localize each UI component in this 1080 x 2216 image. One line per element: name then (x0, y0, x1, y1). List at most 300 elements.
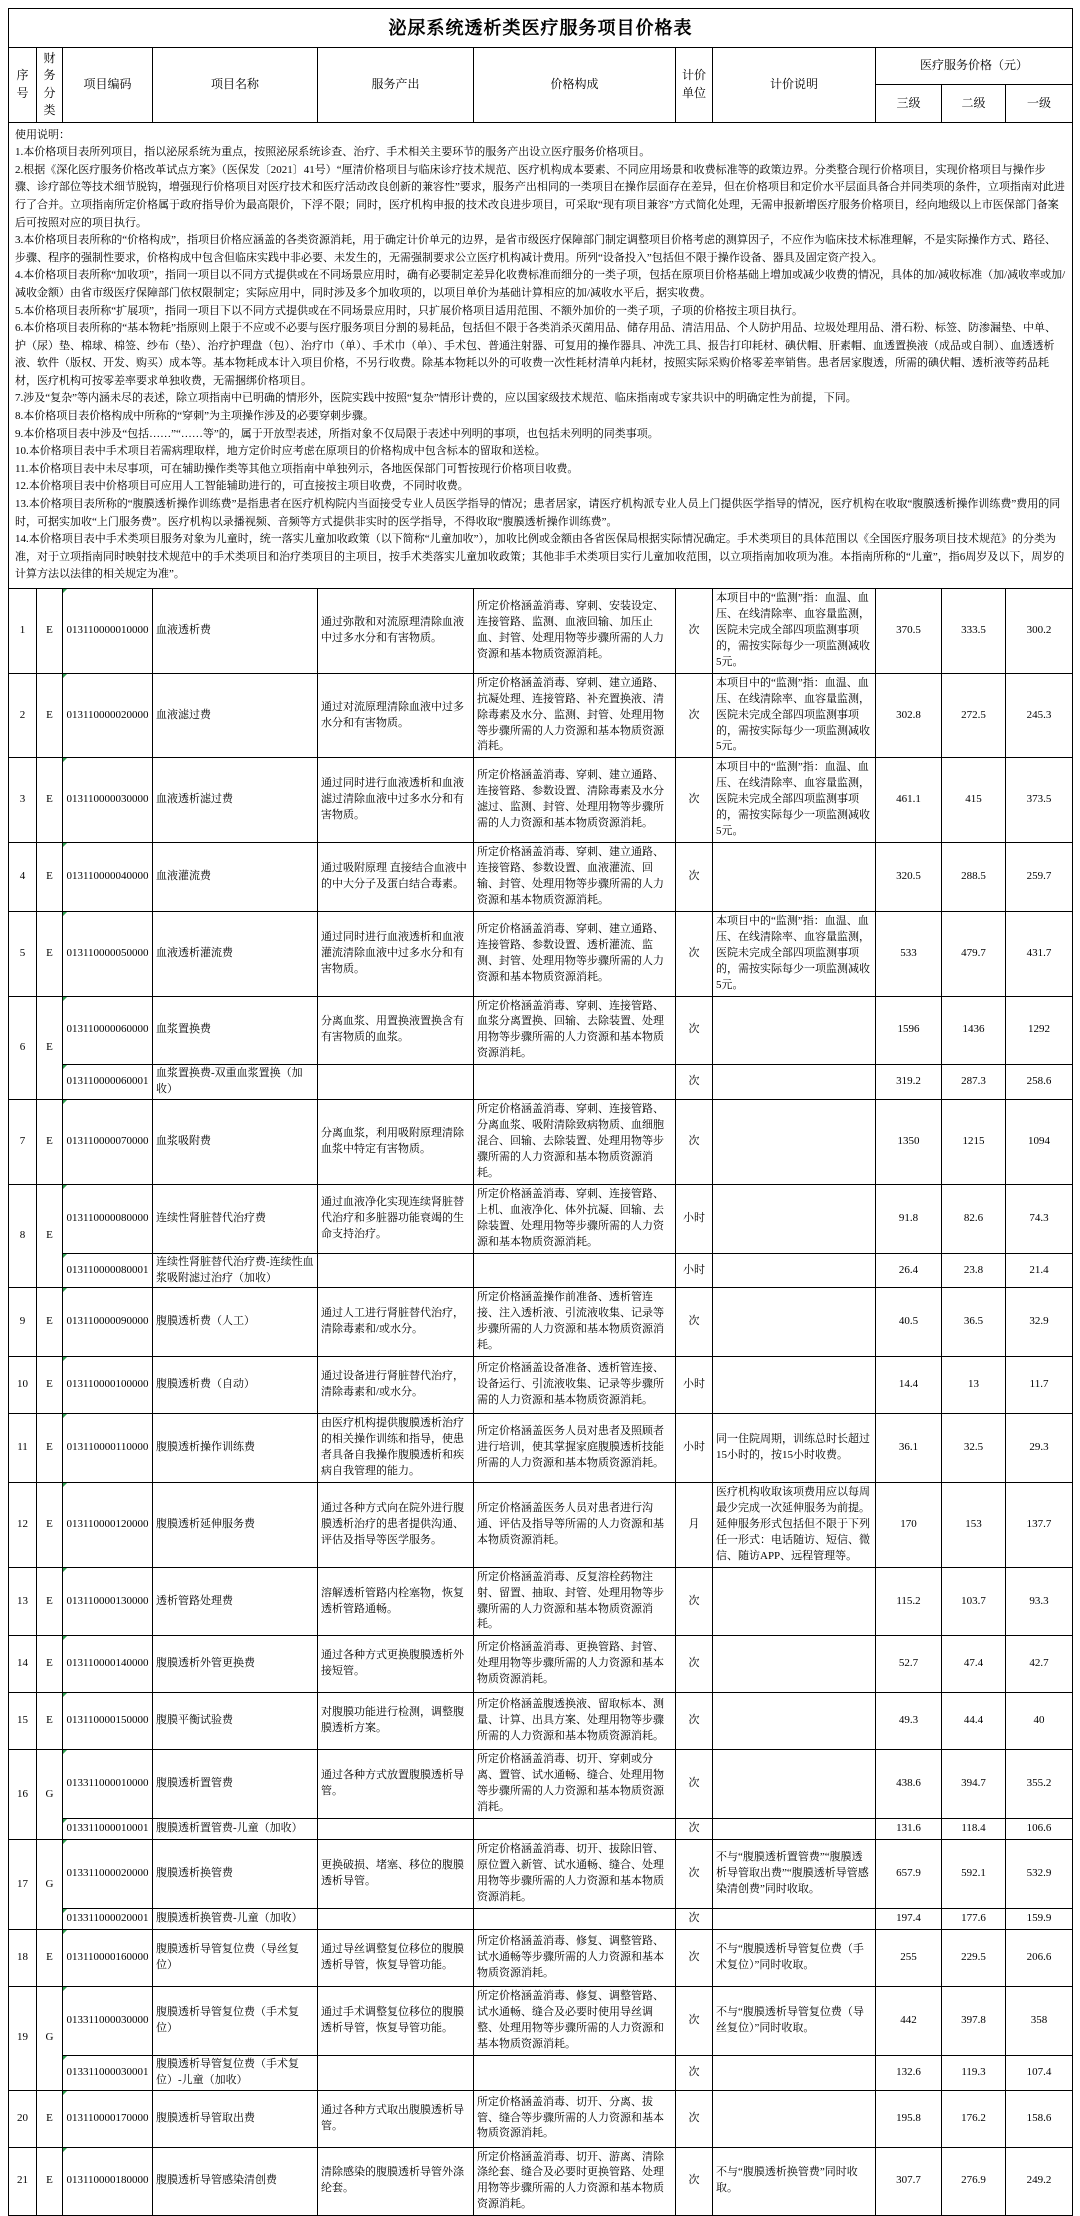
cell-unit: 次 (676, 589, 713, 674)
cell-seq: 4 (9, 843, 37, 912)
cell-seq: 16 (9, 1750, 37, 1840)
cell-price-l3: 14.4 (876, 1357, 942, 1414)
col-header-name: 项目名称 (153, 48, 318, 123)
table-row (9, 1929, 1073, 1986)
cell-pricing-note (713, 1750, 876, 1819)
usage-note-item: 4.本价格项目表所称“加收项”，指同一项目以不同方式提供或在不同场景应用时，确有必要制定差异化收费标准而细分的一类子项，包括在原项目价格基础上增加或减少收费的情况，具体的加/减收标准（加/减收率或加/减收金额）由省市级医疗保障部门依权限制定；实际应用中，同时涉及多个加收项的，以项目单价为基础计算相应的加/减收水平后，据实收费。 (15, 269, 1066, 299)
cell-output: 通过人工进行肾脏替代治疗，清除毒素和/或水分。 (318, 1288, 474, 1357)
cell-seq: 5 (9, 911, 37, 996)
cell-fin-class: E (37, 1929, 63, 1986)
cell-seq: 20 (9, 2090, 37, 2147)
cell-price-l3: 307.7 (876, 2147, 942, 2216)
cell-unit: 次 (676, 673, 713, 758)
cell-fin-class: E (37, 996, 63, 1100)
cell-composition: 所定价格涵盖消毒、穿刺、连接管路、血浆分离置换、回输、去除装置、处理用物等步骤所需的人力资源和基本物质资源消耗。 (474, 996, 676, 1065)
cell-unit: 次 (676, 1567, 713, 1636)
table-row (9, 1357, 1073, 1414)
cell-code: 013110000070000 (63, 1100, 153, 1185)
cell-sub-composition (474, 1819, 676, 1840)
cell-pricing-note (713, 1357, 876, 1414)
cell-price-l2: 47.4 (942, 1636, 1006, 1693)
cell-price-l3: 40.5 (876, 1288, 942, 1357)
cell-price-l3: 1350 (876, 1100, 942, 1185)
cell-unit: 次 (676, 1693, 713, 1750)
cell-output: 对腹膜功能进行检测，调整腹膜透析方案。 (318, 1693, 474, 1750)
cell-sub-name: 腹膜透析换管费-儿童（加收） (153, 1908, 318, 1929)
cell-price-l3: 657.9 (876, 1840, 942, 1909)
cell-price-l1: 29.3 (1006, 1414, 1073, 1483)
cell-name: 血液滤过费 (153, 673, 318, 758)
cell-code: 013110000110000 (63, 1414, 153, 1483)
cell-price-l1: 11.7 (1006, 1357, 1073, 1414)
cell-price-l3: 170 (876, 1482, 942, 1567)
cell-fin-class: E (37, 673, 63, 758)
cell-composition: 所定价格涵盖消毒、穿刺、建立通路、抗凝处理、连接管路、补充置换液、清除毒素及水分、监测、封管、处理用物等步骤所需的人力资源和基本物质资源消耗。 (474, 673, 676, 758)
cell-price-l1: 42.7 (1006, 1636, 1073, 1693)
cell-seq: 17 (9, 1840, 37, 1930)
cell-sub-price-l2: 118.4 (942, 1819, 1006, 1840)
cell-price-l1: 358 (1006, 1986, 1073, 2055)
cell-price-l3: 49.3 (876, 1693, 942, 1750)
cell-name: 血浆置换费 (153, 996, 318, 1065)
cell-output: 通过同时进行血液透析和血液灌流清除血液中过多水分和有害物质。 (318, 911, 474, 996)
table-row (9, 1414, 1073, 1483)
cell-pricing-note (713, 1567, 876, 1636)
cell-price-l2: 394.7 (942, 1750, 1006, 1819)
cell-price-l3: 52.7 (876, 1636, 942, 1693)
cell-price-l2: 229.5 (942, 1929, 1006, 1986)
cell-sub-unit: 次 (676, 1819, 713, 1840)
cell-unit: 次 (676, 758, 713, 843)
cell-output: 由医疗机构提供腹膜透析治疗的相关操作训练和指导，使患者具备自我操作腹膜透析和疾病自我管理的能力。 (318, 1414, 474, 1483)
cell-seq: 7 (9, 1100, 37, 1185)
cell-composition: 所定价格涵盖消毒、更换管路、封管、处理用物等步骤所需的人力资源和基本物质资源消耗。 (474, 1636, 676, 1693)
cell-sub-name: 连续性肾脏替代治疗费-连续性血浆吸附滤过治疗（加收） (153, 1253, 318, 1288)
cell-price-l1: 259.7 (1006, 843, 1073, 912)
cell-fin-class: E (37, 1100, 63, 1185)
usage-note-item: 1.本价格项目表所列项目，指以泌尿系统为重点，按照泌尿系统诊查、治疗、手术相关主要环节的服务产出设立医疗服务价格项目。 (15, 146, 651, 159)
cell-seq: 19 (9, 1986, 37, 2090)
cell-price-l2: 288.5 (942, 843, 1006, 912)
cell-unit: 小时 (676, 1414, 713, 1483)
cell-code: 013110000130000 (63, 1567, 153, 1636)
cell-name: 连续性肾脏替代治疗费 (153, 1184, 318, 1253)
cell-sub-name: 腹膜透析导管复位费（手术复位）-儿童（加收） (153, 2055, 318, 2090)
cell-name: 腹膜透析外管更换费 (153, 1636, 318, 1693)
cell-price-l3: 91.8 (876, 1184, 942, 1253)
cell-sub-price-l1: 159.9 (1006, 1908, 1073, 1929)
cell-seq: 18 (9, 1929, 37, 1986)
cell-code: 013110000060000 (63, 996, 153, 1065)
col-header-code: 项目编码 (63, 48, 153, 123)
cell-sub-price-l2: 119.3 (942, 2055, 1006, 2090)
cell-price-l2: 397.8 (942, 1986, 1006, 2055)
cell-unit: 次 (676, 1288, 713, 1357)
cell-price-l2: 1215 (942, 1100, 1006, 1185)
col-header-unit: 计价单位 (676, 48, 713, 123)
cell-price-l1: 206.6 (1006, 1929, 1073, 1986)
col-header-level2: 二级 (942, 85, 1006, 122)
usage-note-item: 6.本价格项目表所称的“基本物耗”指原则上限于不应或不必要与医疗服务项目分割的易耗品，包括但不限于各类消杀灭菌用品、储存用品、清洁用品、个人防护用品、垃圾处理用品、滑石粉、标签、防渗漏垫、中单、护（尿）垫、棉球、棉签、纱布（垫）、治疗护理盘（包）、治疗巾（单）、手术巾（单）、手术包、普通注射器、可复用的操作器具、冲洗工具、报告打印耗材、碘伏帽、肝素帽、血透置换液（成品或自制）、血透透析液、软件（版权、开发、购买）成本等。基本物耗成本计入项目价格，不另行收费。除基本物耗以外的可收费一次性耗材清单内耗材，按照实际采购价格零差率销售。患者居家腹透，所需的碘伏帽、透析液等药品耗材，医疗机构可按零差率要求单独收费，无需捆绑价格项目。 (15, 322, 1057, 387)
usage-note-item: 11.本价格项目表中未尽事项，可在辅助操作类等其他立项指南中单独列示，各地医保部门可暂按现行价格项目收费。 (15, 462, 579, 475)
cell-price-l3: 320.5 (876, 843, 942, 912)
usage-note-item: 12.本价格项目表中价格项目可应用人工智能辅助进行的，可直接按主项目收费，不同时收费。 (15, 480, 469, 493)
table-subrow (9, 1065, 1073, 1100)
cell-composition: 所定价格涵盖消毒、切开、分离、拔管、缝合等步骤所需的人力资源和基本物质资源消耗。 (474, 2090, 676, 2147)
cell-composition: 所定价格涵盖消毒、穿刺、建立通路、连接管路、参数设置、清除毒素及水分滤过、监测、封管、处理用物等步骤所需的人力资源和基本物质资源消耗。 (474, 758, 676, 843)
cell-price-l3: 115.2 (876, 1567, 942, 1636)
cell-composition: 所定价格涵盖消毒、切开、游离、清除涤纶套、缝合及必要时更换管路、处理用物等步骤所需的人力资源和基本物质资源消耗。 (474, 2147, 676, 2216)
cell-price-l1: 93.3 (1006, 1567, 1073, 1636)
cell-sub-pricing-note (713, 1908, 876, 1929)
cell-sub-code: 013311000010001 (63, 1819, 153, 1840)
cell-sub-pricing-note (713, 1253, 876, 1288)
cell-price-l1: 40 (1006, 1693, 1073, 1750)
header-row (9, 48, 1073, 85)
cell-fin-class: E (37, 758, 63, 843)
cell-price-l2: 13 (942, 1357, 1006, 1414)
usage-note-item: 14.本价格项目表中手术类项目服务对象为儿童时，统一落实儿童加收政策（以下简称“儿童加收”），加收比例或金额由各省医保局根据实际情况确定。手术类项目的具体范围以《全国医疗服务项目技术规范》的分类为准，对于立项指南同时映射技术规范中的手术类项目和治疗类项目的主项目，按手术类落实儿童加收政策；其他非手术类项目实行儿童加收范围，以立项指南加收项为准。本指南所称的“儿童”，指6周岁及以下，周岁的计算方法以法律的相关规定为准”。 (15, 533, 1065, 581)
table-row (9, 1288, 1073, 1357)
cell-unit: 小时 (676, 1184, 713, 1253)
table-subrow (9, 1253, 1073, 1288)
cell-price-l2: 272.5 (942, 673, 1006, 758)
table-row (9, 1567, 1073, 1636)
cell-code: 013311000010000 (63, 1750, 153, 1819)
cell-name: 腹膜平衡试验费 (153, 1693, 318, 1750)
usage-notes-heading: 使用说明： (15, 128, 70, 141)
cell-name: 血液透析费 (153, 589, 318, 674)
cell-price-l1: 74.3 (1006, 1184, 1073, 1253)
cell-name: 腹膜透析费（人工） (153, 1288, 318, 1357)
cell-name: 腹膜透析操作训练费 (153, 1414, 318, 1483)
cell-seq: 9 (9, 1288, 37, 1357)
cell-price-l2: 479.7 (942, 911, 1006, 996)
cell-seq: 21 (9, 2147, 37, 2216)
cell-output: 通过各种方式取出腹膜透析导管。 (318, 2090, 474, 2147)
cell-price-l1: 32.9 (1006, 1288, 1073, 1357)
cell-price-l3: 461.1 (876, 758, 942, 843)
cell-sub-name: 血浆置换费-双重血浆置换（加收） (153, 1065, 318, 1100)
cell-output: 清除感染的腹膜透析导管外涤纶套。 (318, 2147, 474, 2216)
cell-price-l3: 370.5 (876, 589, 942, 674)
usage-notes-list (15, 144, 1066, 584)
cell-composition: 所定价格涵盖消毒、穿刺、连接管路、分离血浆、吸附清除致病物质、血细胞混合、回输、去除装置、处理用物等步骤所需的人力资源和基本物质资源消耗。 (474, 1100, 676, 1185)
table-row (9, 2090, 1073, 2147)
cell-pricing-note: 不与“腹膜透析导管复位费（手术复位）”同时收取。 (713, 1929, 876, 1986)
cell-price-l1: 373.5 (1006, 758, 1073, 843)
cell-output: 通过手术调整复位移位的腹膜透析导管，恢复导管功能。 (318, 1986, 474, 2055)
cell-code: 013110000140000 (63, 1636, 153, 1693)
cell-fin-class: E (37, 843, 63, 912)
cell-name: 腹膜透析延伸服务费 (153, 1482, 318, 1567)
cell-output: 通过弥散和对流原理清除血液中过多水分和有害物质。 (318, 589, 474, 674)
table-row (9, 1693, 1073, 1750)
cell-code: 013110000170000 (63, 2090, 153, 2147)
cell-sub-output (318, 1253, 474, 1288)
cell-composition: 所定价格涵盖消毒、修复、调整管路、试水通畅、缝合及必要时使用导丝调整、处理用物等步骤所需的人力资源和基本物质资源消耗。 (474, 1986, 676, 2055)
cell-sub-code: 013110000080001 (63, 1253, 153, 1288)
cell-sub-output (318, 1819, 474, 1840)
cell-price-l2: 415 (942, 758, 1006, 843)
cell-price-l3: 533 (876, 911, 942, 996)
cell-price-l1: 532.9 (1006, 1840, 1073, 1909)
cell-pricing-note (713, 1636, 876, 1693)
page-title: 泌尿系统透析类医疗服务项目价格表 (9, 9, 1073, 48)
cell-price-l1: 158.6 (1006, 2090, 1073, 2147)
cell-fin-class: E (37, 1414, 63, 1483)
cell-price-l3: 255 (876, 1929, 942, 1986)
cell-fin-class: G (37, 1750, 63, 1840)
cell-fin-class: E (37, 589, 63, 674)
table-row (9, 2147, 1073, 2216)
cell-sub-pricing-note (713, 2055, 876, 2090)
cell-sub-code: 013110000060001 (63, 1065, 153, 1100)
cell-output: 通过各种方式更换腹膜透析外接短管。 (318, 1636, 474, 1693)
cell-pricing-note: 不与“腹膜透析导管复位费（导丝复位）”同时收取。 (713, 1986, 876, 2055)
cell-code: 013110000160000 (63, 1929, 153, 1986)
cell-unit: 次 (676, 1636, 713, 1693)
cell-price-l1: 431.7 (1006, 911, 1073, 996)
cell-sub-unit: 次 (676, 1908, 713, 1929)
table-row (9, 589, 1073, 674)
cell-output: 通过各种方式放置腹膜透析导管。 (318, 1750, 474, 1819)
cell-sub-composition (474, 1908, 676, 1929)
cell-composition: 所定价格涵盖消毒、修复、调整管路、试水通畅等步骤所需的人力资源和基本物质资源消耗。 (474, 1929, 676, 1986)
cell-sub-price-l1: 21.4 (1006, 1253, 1073, 1288)
cell-seq: 12 (9, 1482, 37, 1567)
cell-name: 血浆吸附费 (153, 1100, 318, 1185)
cell-name: 腹膜透析导管取出费 (153, 2090, 318, 2147)
cell-pricing-note (713, 1184, 876, 1253)
cell-code: 013110000040000 (63, 843, 153, 912)
cell-pricing-note (713, 1100, 876, 1185)
cell-composition: 所定价格涵盖消毒、穿刺、连接管路、上机、血液净化、体外抗凝、回输、去除装置、处理用物等步骤所需的人力资源和基本物质资源消耗。 (474, 1184, 676, 1253)
table-row (9, 1750, 1073, 1819)
cell-pricing-note (713, 1693, 876, 1750)
cell-composition: 所定价格涵盖消毒、反复溶栓药物注射、留置、抽取、封管、处理用物等步骤所需的人力资源和基本物质资源消耗。 (474, 1567, 676, 1636)
cell-sub-price-l3: 132.6 (876, 2055, 942, 2090)
cell-price-l3: 442 (876, 1986, 942, 2055)
table-row (9, 1100, 1073, 1185)
cell-fin-class: E (37, 1693, 63, 1750)
cell-price-l1: 249.2 (1006, 2147, 1073, 2216)
cell-sub-code: 013311000030001 (63, 2055, 153, 2090)
table-row (9, 1636, 1073, 1693)
cell-code: 013110000010000 (63, 589, 153, 674)
cell-unit: 次 (676, 1750, 713, 1819)
cell-price-l1: 1292 (1006, 996, 1073, 1065)
cell-unit: 次 (676, 996, 713, 1065)
cell-price-l2: 153 (942, 1482, 1006, 1567)
cell-price-l2: 44.4 (942, 1693, 1006, 1750)
cell-composition: 所定价格涵盖医务人员对患者进行沟通、评估及指导等所需的人力资源和基本物质资源消耗。 (474, 1482, 676, 1567)
cell-pricing-note (713, 1288, 876, 1357)
cell-price-l2: 82.6 (942, 1184, 1006, 1253)
cell-sub-price-l2: 177.6 (942, 1908, 1006, 1929)
cell-price-l3: 36.1 (876, 1414, 942, 1483)
cell-unit: 小时 (676, 1357, 713, 1414)
cell-name: 腹膜透析导管复位费（手术复位） (153, 1986, 318, 2055)
cell-code: 013311000030000 (63, 1986, 153, 2055)
table-row (9, 758, 1073, 843)
cell-seq: 13 (9, 1567, 37, 1636)
cell-output: 通过设备进行肾脏替代治疗，清除毒素和/或水分。 (318, 1357, 474, 1414)
cell-price-l2: 103.7 (942, 1567, 1006, 1636)
cell-code: 013110000150000 (63, 1693, 153, 1750)
cell-fin-class: E (37, 1288, 63, 1357)
cell-seq: 11 (9, 1414, 37, 1483)
cell-name: 血液透析滤过费 (153, 758, 318, 843)
cell-fin-class: G (37, 1840, 63, 1930)
cell-sub-composition (474, 1065, 676, 1100)
cell-composition: 所定价格涵盖消毒、切开、拔除旧管、原位置入新管、试水通畅、缝合、处理用物等步骤所需的人力资源和基本物质资源消耗。 (474, 1840, 676, 1909)
cell-name: 血液透析灌流费 (153, 911, 318, 996)
cell-price-l2: 276.9 (942, 2147, 1006, 2216)
cell-pricing-note: 本项目中的“监测”指：血温、血压、在线清除率、血容量监测，医院未完成全部四项监测事项的，需按实际每少一项监测减收5元。 (713, 589, 876, 674)
cell-unit: 次 (676, 911, 713, 996)
cell-price-l1: 300.2 (1006, 589, 1073, 674)
table-row (9, 1986, 1073, 2055)
cell-composition: 所定价格涵盖医务人员对患者及照顾者进行培训，使其掌握家庭腹膜透析技能所需的人力资源和基本物质资源消耗。 (474, 1414, 676, 1483)
cell-price-l1: 137.7 (1006, 1482, 1073, 1567)
cell-sub-name: 腹膜透析置管费-儿童（加收） (153, 1819, 318, 1840)
cell-seq: 10 (9, 1357, 37, 1414)
cell-code: 013110000020000 (63, 673, 153, 758)
cell-name: 腹膜透析换管费 (153, 1840, 318, 1909)
cell-sub-price-l3: 197.4 (876, 1908, 942, 1929)
table-row (9, 996, 1073, 1065)
cell-price-l2: 36.5 (942, 1288, 1006, 1357)
cell-fin-class: E (37, 1184, 63, 1288)
cell-composition: 所定价格涵盖消毒、穿刺、建立通路、连接管路、参数设置、血液灌流、回输、封管、处理用物等步骤所需的人力资源和基本物质资源消耗。 (474, 843, 676, 912)
cell-sub-unit: 次 (676, 1065, 713, 1100)
cell-unit: 次 (676, 1100, 713, 1185)
cell-sub-output (318, 1065, 474, 1100)
usage-note-item: 9.本价格项目表中涉及“包括……”“……等”的，属于开放型表述，所指对象不仅局限于表述中列明的事项，也包括未列明的同类事项。 (15, 427, 659, 440)
usage-note-item: 5.本价格项目表所称“扩展项”，指同一项目下以不同方式提供或在不同场景应用时，只扩展价格项目适用范围、不额外加价的一类子项，子项的价格按主项目执行。 (15, 304, 804, 317)
table-row (9, 911, 1073, 996)
cell-output: 分离血浆、用置换液置换含有有害物质的血浆。 (318, 996, 474, 1065)
table-subrow (9, 2055, 1073, 2090)
usage-note-item: 7.涉及“复杂”等内涵未尽的表述，除立项指南中已明确的情形外，医院实践中按照“复杂”情形计费的，应以国家级技术规范、临床指南或专家共识中的明确定性为前提，下同。 (15, 392, 857, 405)
table-row (9, 1482, 1073, 1567)
cell-output: 通过对流原理清除血液中过多水分和有害物质。 (318, 673, 474, 758)
usage-notes-row (9, 122, 1073, 588)
cell-fin-class: E (37, 1482, 63, 1567)
price-table (8, 8, 1073, 2216)
cell-output: 通过各种方式向在院外进行腹膜透析治疗的患者提供沟通、评估及指导等医学服务。 (318, 1482, 474, 1567)
cell-pricing-note: 不与“腹膜透析换管费”同时收取。 (713, 2147, 876, 2216)
cell-price-l1: 245.3 (1006, 673, 1073, 758)
cell-fin-class: E (37, 911, 63, 996)
cell-name: 腹膜透析置管费 (153, 1750, 318, 1819)
cell-sub-pricing-note (713, 1819, 876, 1840)
cell-sub-price-l2: 23.8 (942, 1253, 1006, 1288)
table-row (9, 1840, 1073, 1909)
cell-price-l2: 176.2 (942, 2090, 1006, 2147)
cell-price-l1: 1094 (1006, 1100, 1073, 1185)
cell-pricing-note: 不与“腹膜透析置管费”“腹膜透析导管取出费”“腹膜透析导管感染清创费”同时收取。 (713, 1840, 876, 1909)
table-row (9, 1184, 1073, 1253)
cell-seq: 8 (9, 1184, 37, 1288)
cell-code: 013110000030000 (63, 758, 153, 843)
cell-pricing-note (713, 2090, 876, 2147)
usage-note-item: 13.本价格项目表所称的“腹膜透析操作训练费”是指患者在医疗机构院内当面接受专业人员医学指导的情况；患者居家，请医疗机构派专业人员上门提供医学指导的情况，医疗机构在收取“腹膜透析操作训练费”费用的同时，可据实加收“上门服务费”。医疗机构以录播视频、音频等方式提供非实时的医学指导，不得收取“腹膜透析操作训练费”。 (15, 498, 1061, 528)
cell-output: 通过导丝调整复位移位的腹膜透析导管，恢复导管功能。 (318, 1929, 474, 1986)
cell-price-l3: 195.8 (876, 2090, 942, 2147)
table-row (9, 673, 1073, 758)
col-header-pricing-note: 计价说明 (713, 48, 876, 123)
cell-output: 溶解透析管路内栓塞物，恢复透析管路通畅。 (318, 1567, 474, 1636)
cell-composition: 所定价格涵盖消毒、穿刺、建立通路、连接管路、参数设置、透析灌流、监测、封管、处理用物等步骤所需的人力资源和基本物质资源消耗。 (474, 911, 676, 996)
cell-seq: 6 (9, 996, 37, 1100)
usage-notes (9, 122, 1073, 588)
cell-code: 013311000020000 (63, 1840, 153, 1909)
cell-composition: 所定价格涵盖设备准备、透析管连接、设备运行、引流液收集、记录等步骤所需的人力资源和基本物质资源消耗。 (474, 1357, 676, 1414)
cell-price-l2: 333.5 (942, 589, 1006, 674)
cell-sub-price-l1: 258.6 (1006, 1065, 1073, 1100)
cell-pricing-note: 本项目中的“监测”指：血温、血压、在线清除率、血容量监测，医院未完成全部四项监测事项的，需按实际每少一项监测减收5元。 (713, 673, 876, 758)
cell-seq: 14 (9, 1636, 37, 1693)
usage-note-item: 2.根据《深化医疗服务价格改革试点方案》（医保发〔2021〕41号）“厘清价格项目与临床诊疗技术规范、医疗机构成本要素、不同应用场景和收费标准等的政策边界。分类整合现行价格项目，实现价格项目与操作步骤、诊疗部位等技术细节脱钩，增强现行价格项目对医疗技术和医疗活动改良创新的兼容性”要求，服务产出相同的一类项目在操作层面存在差异，但在价格项目和定价水平层面具备合并同类项的条件，立项指南对此进行了合并。立项指南所定价格属于政府指导价为最高限价，下浮不限；同时，医疗机构申报的技术改良进步项目，可采取“现有项目兼容”方式简化处理，无需申报新增医疗服务价格项目，经向地级以上市医保部门备案后可按照对应的项目执行。 (15, 163, 1065, 229)
cell-code: 013110000050000 (63, 911, 153, 996)
cell-seq: 1 (9, 589, 37, 674)
cell-composition: 所定价格涵盖消毒、穿刺、安装设定、连接管路、监测、血液回输、加压止血、封管、处理用物等步骤所需的人力资源和基本物质资源消耗。 (474, 589, 676, 674)
cell-code: 013110000100000 (63, 1357, 153, 1414)
price-table-body (9, 589, 1073, 2216)
cell-price-l3: 438.6 (876, 1750, 942, 1819)
cell-seq: 2 (9, 673, 37, 758)
cell-composition: 所定价格涵盖腹透换液、留取标本、测量、计算、出具方案、处理用物等步骤所需的人力资源和基本物质资源消耗。 (474, 1693, 676, 1750)
cell-unit: 次 (676, 1929, 713, 1986)
col-header-fin-class: 财务分类 (37, 48, 63, 123)
cell-fin-class: E (37, 1636, 63, 1693)
usage-note-item: 3.本价格项目表所称的“价格构成”，指项目价格应涵盖的各类资源消耗，用于确定计价单元的边界，是省市级医疗保障部门制定调整项目价格考虑的测算因子，不应作为临床技术标准理解，不是实际操作方式、路径、步骤、程序的强制性要求，价格构成中包含但临床实践中非必要、未发生的，无需强制要求公立医疗机构减计费用。所列“设备投入”包括但不限于操作设备、器具及固定资产投入。 (15, 234, 1057, 264)
cell-fin-class: G (37, 1986, 63, 2090)
cell-price-l1: 355.2 (1006, 1750, 1073, 1819)
col-header-composition: 价格构成 (474, 48, 676, 123)
cell-code: 013110000080000 (63, 1184, 153, 1253)
cell-sub-price-l3: 131.6 (876, 1819, 942, 1840)
cell-sub-output (318, 1908, 474, 1929)
cell-sub-code: 013311000020001 (63, 1908, 153, 1929)
table-subrow (9, 1819, 1073, 1840)
cell-name: 腹膜透析导管复位费（导丝复位） (153, 1929, 318, 1986)
table-row (9, 843, 1073, 912)
cell-unit: 月 (676, 1482, 713, 1567)
cell-pricing-note: 同一住院周期，训练总时长超过15小时的，按15小时收费。 (713, 1414, 876, 1483)
cell-unit: 次 (676, 1986, 713, 2055)
col-header-seq: 序号 (9, 48, 37, 123)
cell-name: 血液灌流费 (153, 843, 318, 912)
usage-note-item: 8.本价格项目表价格构成中所称的“穿刺”为主项操作涉及的必要穿刺步骤。 (15, 410, 375, 423)
cell-pricing-note (713, 996, 876, 1065)
cell-output: 通过吸附原理 直接结合血液中的中大分子及蛋白结合毒素。 (318, 843, 474, 912)
cell-sub-composition (474, 2055, 676, 2090)
cell-output: 更换破损、堵塞、移位的腹膜透析导管。 (318, 1840, 474, 1909)
cell-price-l2: 32.5 (942, 1414, 1006, 1483)
usage-note-item: 10.本价格项目表中手术项目若需病理取样，地方定价时应考虑在原项目的价格构成中包含标本的留取和送检。 (15, 445, 546, 458)
col-header-level1: 一级 (1006, 85, 1073, 122)
table-subrow (9, 1908, 1073, 1929)
cell-name: 透析管路处理费 (153, 1567, 318, 1636)
cell-code: 013110000090000 (63, 1288, 153, 1357)
cell-code: 013110000120000 (63, 1482, 153, 1567)
cell-output: 通过同时进行血液透析和血液滤过清除血液中过多水分和有害物质。 (318, 758, 474, 843)
cell-price-l2: 592.1 (942, 1840, 1006, 1909)
cell-fin-class: E (37, 1567, 63, 1636)
